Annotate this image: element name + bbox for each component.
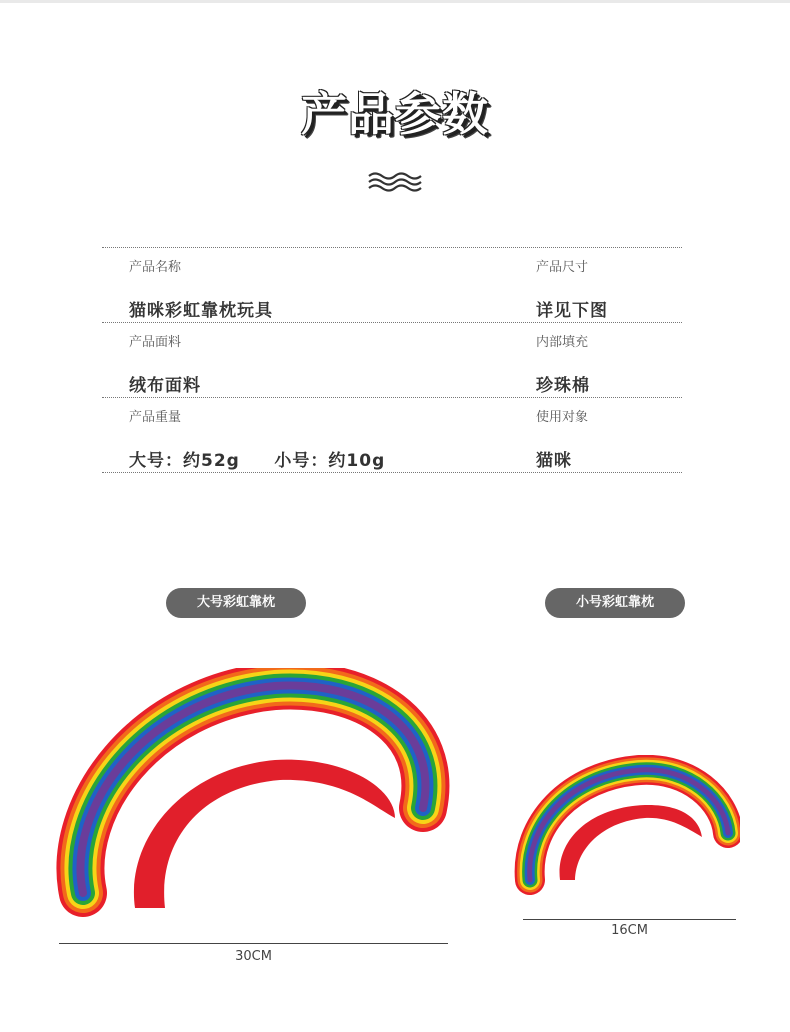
wave-ornament-icon (368, 171, 422, 193)
spec-value: 珍珠棉 (536, 376, 590, 396)
spec-value: 大号：约52g 小号：约10g (129, 451, 386, 471)
small-pillow-badge: 小号彩虹靠枕 (545, 588, 685, 618)
small-size-label: 16CM (611, 923, 648, 938)
spec-row (102, 247, 682, 322)
small-rainbow-pillow-image (510, 755, 740, 895)
spec-label: 产品面料 (129, 335, 182, 350)
spec-label: 内部填充 (536, 335, 589, 350)
large-rainbow-pillow-image (45, 668, 455, 928)
small-size-line (523, 919, 736, 920)
large-size-line (59, 943, 448, 944)
spec-row (102, 322, 682, 397)
spec-table (102, 247, 682, 473)
large-pillow-badge: 大号彩虹靠枕 (166, 588, 306, 618)
spec-label: 产品名称 (129, 260, 182, 275)
spec-value: 猫咪彩虹靠枕玩具 (129, 301, 273, 321)
spec-label: 产品尺寸 (536, 260, 589, 275)
spec-label: 产品重量 (129, 410, 182, 425)
spec-value: 猫咪 (536, 451, 572, 471)
spec-value: 绒布面料 (129, 376, 201, 396)
page-title: 产品参数 (301, 87, 489, 141)
spec-value: 详见下图 (536, 301, 608, 321)
top-divider (0, 0, 790, 3)
spec-label: 使用对象 (536, 410, 589, 425)
large-size-label: 30CM (235, 949, 272, 964)
spec-row (102, 397, 682, 473)
